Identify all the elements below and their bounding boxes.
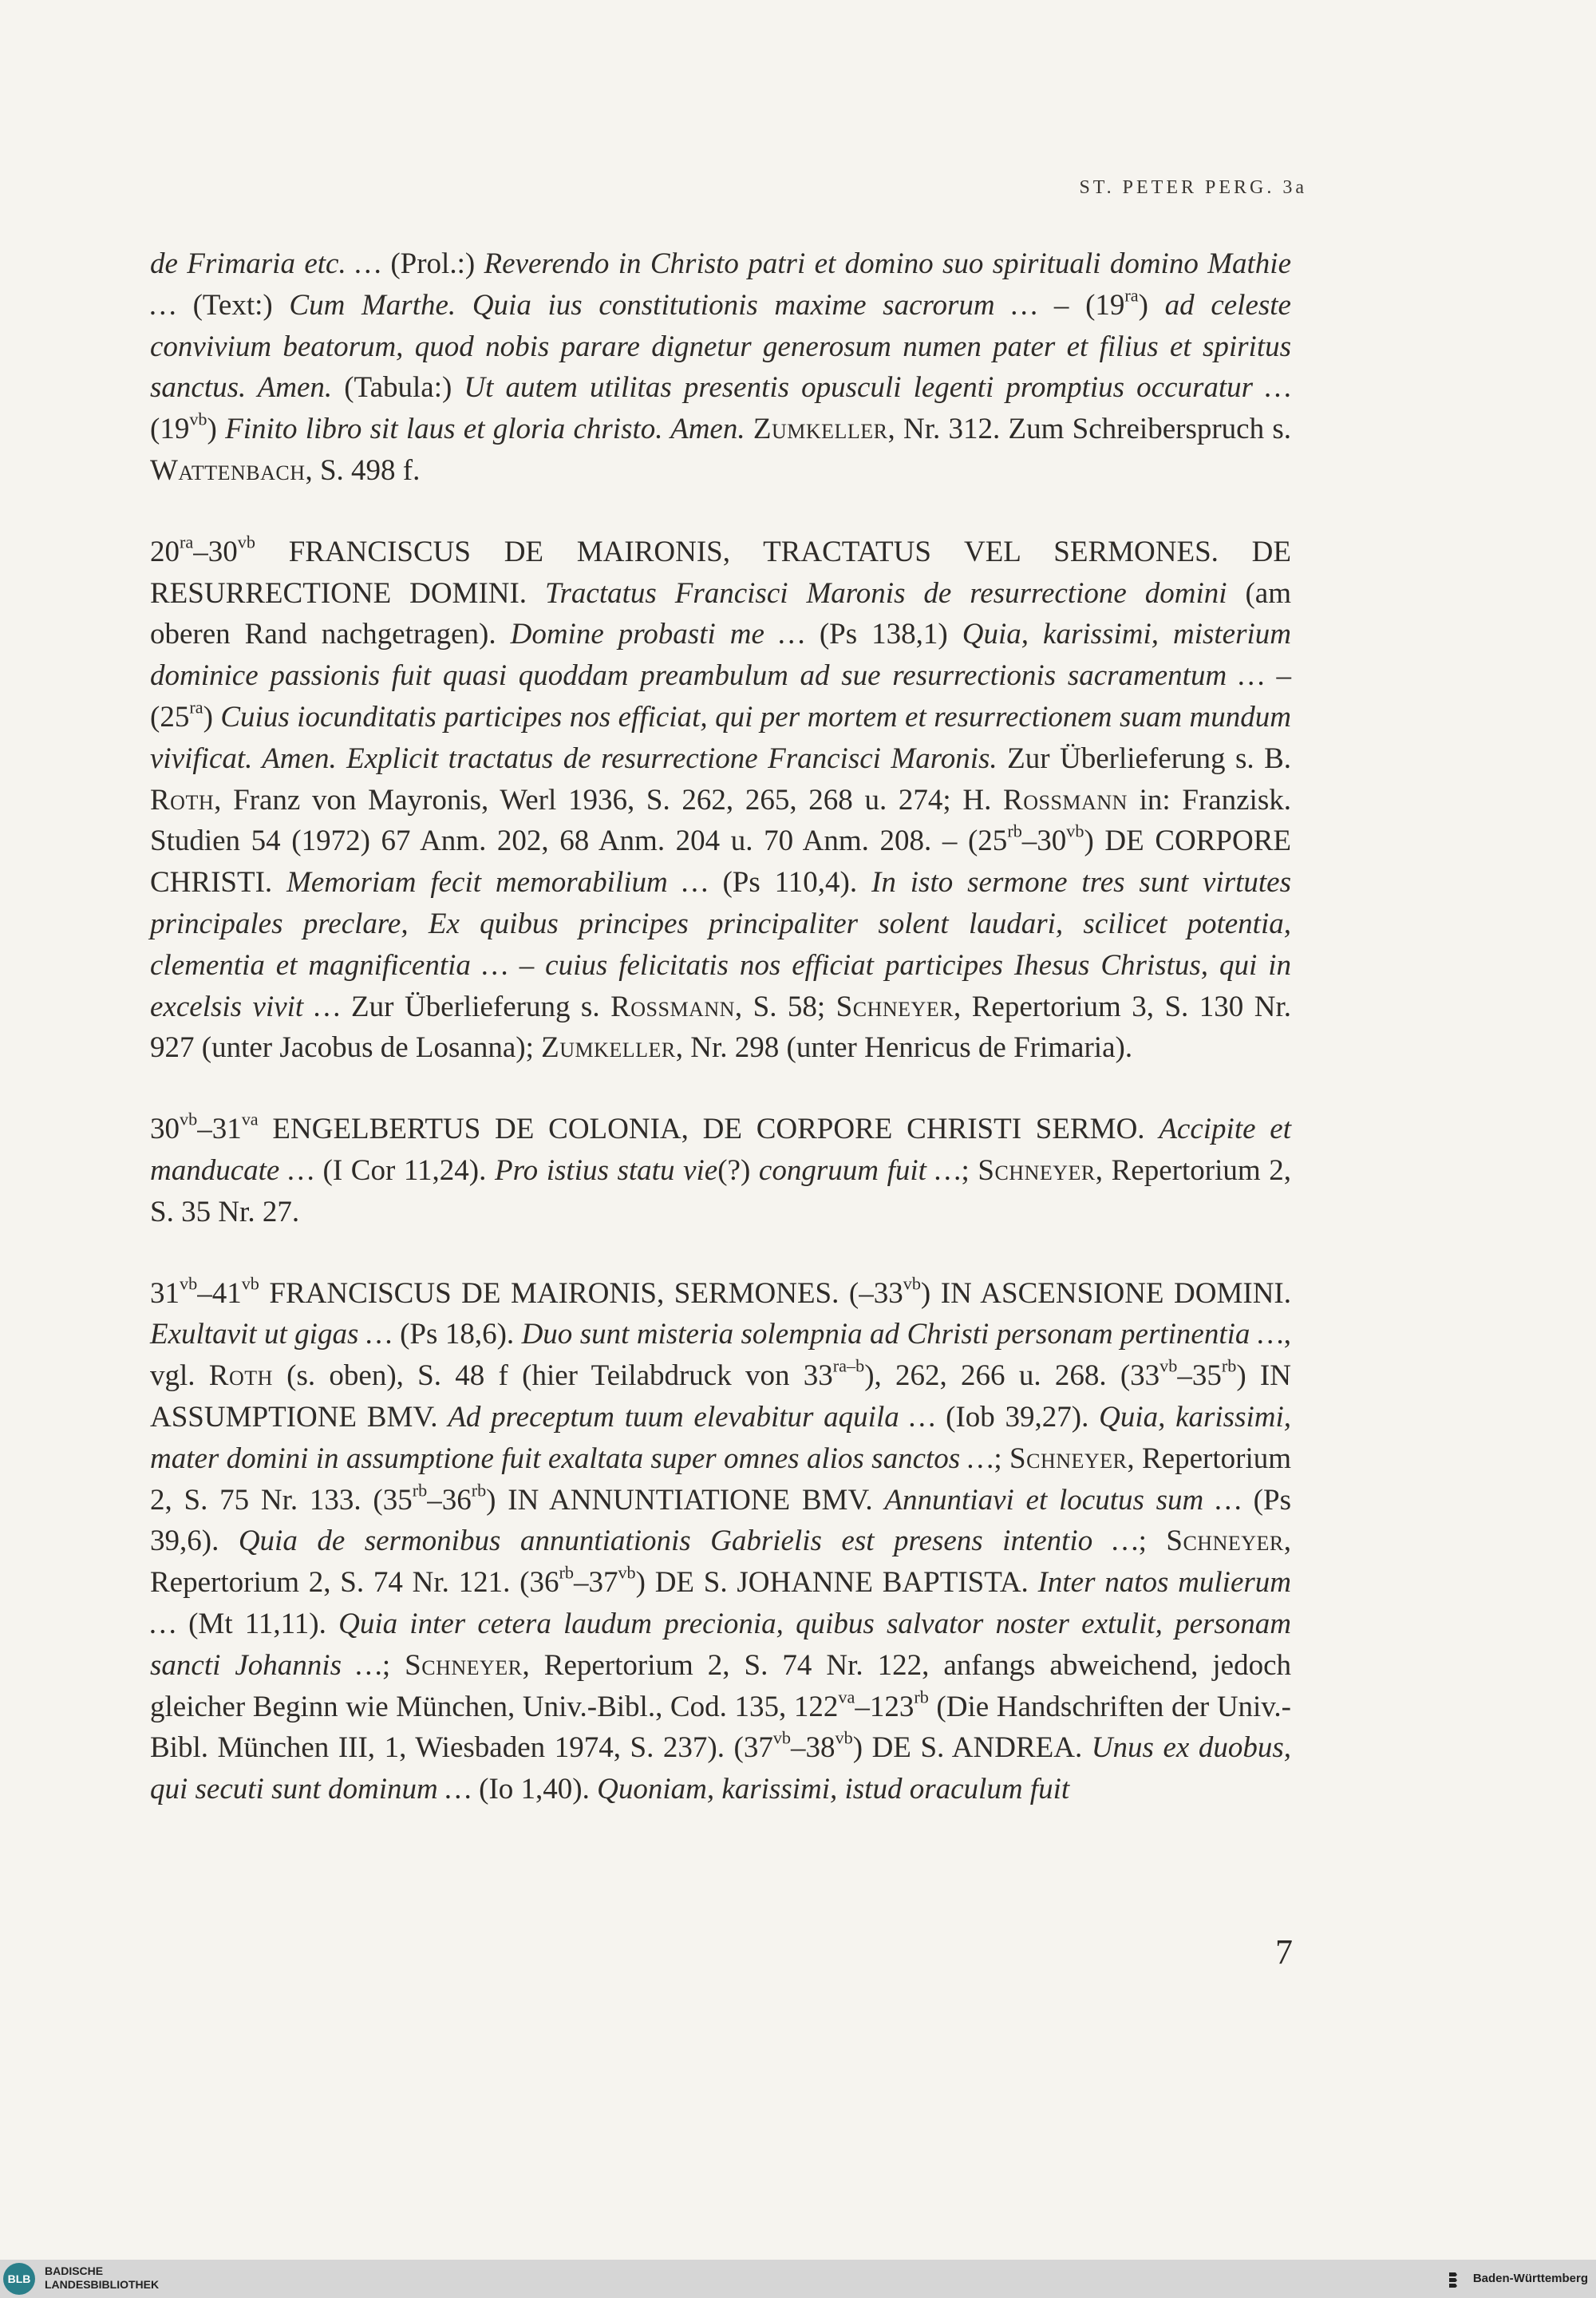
entry-paragraph-2: $20^{ra}-30^{vb}$ FRANCISCUS DE MAIRONIS, TRACTATUS VEL SERMONES. DE RESURRECTIONE DOMINI. Tractatus Francisci Maronis de resurrectione domini (am oberen Rand nachgetragen). Domine probasti me … (Ps 138,1) Quia, karissimi, misterium dominice passionis fuit quasi quoddam preambulum ad sue resurrectionis sacramentum … – $(25^{ra})$ Cuius iocunditatis participes nos efficiat, qui per mortem et resurrectionem suam mundum vivificat. Amen. Explicit tractatus de resurrectione Francisci Maronis. Zur Überlieferung s. B. Roth, Franz von Mayronis, Werl 1936, S. 262, 265, 268 u. 274; H. Rossmann in: Franzisk. Studien 54 (1972) 67 Anm. 202, 68 Anm. 204 u. 70 Anm. 208. – $(25^{rb}-30^{vb})$ DE CORPORE CHRISTI. Memoriam fecit memorabilium … (Ps 110,4). In isto sermone tres sunt virtutes principales preclare, Ex quibus principes principaliter solent laudari, scilicet potentia, clementia et magnificentia … – cuius felicitatis nos efficiat participes Ihesus Christus, qui in excelsis vivit … Zur Überlieferung s. Rossmann, S. 58; Schneyer, Repertorium 3, S. 130 Nr. 927 (unter Jacobus de Losanna); Zumkeller, Nr. 298 (unter Henricus de Frimaria). (150, 532, 1292, 1065)
blb-name[interactable] (45, 2264, 159, 2292)
blb-line-2: LANDESBIBLIOTHEK (45, 2278, 160, 2291)
catalog-text (150, 243, 1291, 1850)
entry-paragraph-1: de Frimaria etc. … (Prol.:) Reverendo in Christo patri et domino suo spirituali domino Mathie … (Text:) Cum Marthe. Quia ius constitutionis maxime sacrorum … – $(19^{ra})$ ad celeste convivium beatorum, quod nobis parare dignetur generosum numen pater et filius et spiritus sanctus. Amen. (Tabula:) Ut autem utilitas presentis opusculi legenti promptius occuratur … $(19^{vb})$ Finito libro sit laus et gloria christo. Amen. Zumkeller, Nr. 312. Zum Schreiberspruch s. Wattenbach, S. 498 f. (150, 247, 1291, 487)
baden-wuerttemberg-label: Baden-Württemberg (1472, 2271, 1588, 2285)
page-number: 7 (1275, 1932, 1293, 1972)
entry-paragraph-4: $31^{vb}-41^{vb}$ FRANCISCUS DE MAIRONIS, SERMONES. $(-33^{vb})$ IN ASCENSIONE DOMINI. Exultavit ut gigas … (Ps 18,6). Duo sunt misteria solempnia ad Christi personam pertinentia …, vgl. Roth (s. oben), S. 48 f (hier Teilabdruck von $33^{ra-b}$), 262, 266 u. 268. $(33^{vb}-35^{rb})$ IN ASSUMPTIONE BMV. Ad preceptum tuum elevabitur aquila … (Iob 39,27). Quia, karissimi, mater domini in assumptione fuit exaltata super omnes alios sanctos …; Schneyer, Repertorium 2, S. 75 Nr. 133. $(35^{rb}-36^{rb})$ IN ANNUNTIATIONE BMV. Annuntiavi et locutus sum … (Ps 39,6). Quia de sermonibus annuntiationis Gabrielis est presens intentio …; Schneyer, Repertorium 2, S. 74 Nr. 121. $(36^{rb}-37^{vb})$ DE S. JOHANNE BAPTISTA. Inter natos mulierum … (Mt 11,11). Quia inter cetera laudum precionia, quibus salvator noster extulit, personam sancti Johannis …; Schneyer, Repertorium 2, S. 74 Nr. 122, anfangs abweichend, jedoch gleicher Beginn wie München, Univ.-Bibl., Cod. 135, $122^{va}-123^{rb}$ (Die Handschriften der Univ.-Bibl. München III, 1, Wiesbaden 1974, S. 237). $(37^{vb}-38^{vb})$ DE S. ANDREA. Unus ex duobus, qui secuti sunt dominum … (Io 1,40). Quoniam, karissimi, istud oraculum fuit (150, 1272, 1292, 1806)
baden-wuerttemberg-logo[interactable] (1446, 2268, 1588, 2290)
blb-line-1: BADISCHE (45, 2264, 104, 2277)
blb-logo[interactable]: BLB (3, 2263, 35, 2295)
running-head: ST. PETER PERG. 3a (1079, 177, 1307, 198)
entry-paragraph-3: $30^{vb}-31^{va}$ ENGELBERTUS DE COLONIA, DE CORPORE CHRISTI SERMO. Accipite et manducate … (I Cor 11,24). Pro istius statu vie(?) congruum fuit …; Schneyer, Repertorium 2, S. 35 Nr. 27. (150, 1109, 1292, 1228)
footer-bar (0, 2260, 1596, 2298)
lions-icon (1446, 2268, 1468, 2290)
